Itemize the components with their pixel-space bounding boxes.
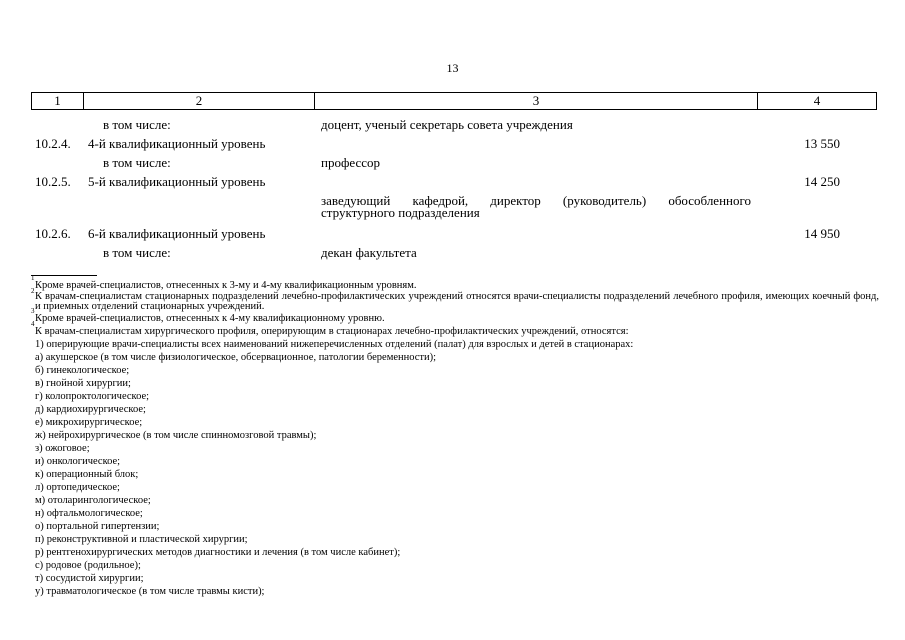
list-item: п) реконструктивной и пластической хирургии; <box>35 534 248 545</box>
footnote-separator <box>31 275 97 276</box>
list-item: к) операционный блок; <box>35 469 139 480</box>
list-item: о) портальной гипертензии; <box>35 521 160 532</box>
column-header-1: 1 <box>32 93 84 110</box>
table-header <box>31 92 877 110</box>
row-position: заведующий кафедрой, директор (руководитель) обособленного структурного подразделения <box>321 193 751 220</box>
list-item: з) ожоговое; <box>35 443 90 454</box>
list-item: р) рентгенохирургических методов диагностики и лечения (в том числе кабинет); <box>35 547 401 558</box>
footnotes <box>31 274 879 598</box>
footnote <box>31 287 879 312</box>
list-item: и) онкологическое; <box>35 456 121 467</box>
table-row <box>31 116 876 135</box>
list-item: у) травматологическое (в том числе травмы кисти); <box>35 586 265 597</box>
table-row <box>31 225 876 244</box>
list-item: а) акушерское (в том числе физиологическое, обсервационное, патологии беременности); <box>35 352 437 363</box>
list-item: е) микрохирургическое; <box>35 417 143 428</box>
row-salary: 13 550 <box>804 136 840 151</box>
table-row <box>31 154 876 173</box>
list-item: в) гнойной хирургии; <box>35 378 131 389</box>
footnote-mark: 2 <box>31 287 35 295</box>
row-name: в том числе: <box>103 117 171 132</box>
row-name: 6-й квалификационный уровень <box>88 226 266 241</box>
footnote-text: Кроме врачей-специалистов, отнесенных к 4-му квалификационному уровню. <box>35 313 385 324</box>
row-number: 10.2.6. <box>35 226 71 241</box>
row-name: 5-й квалификационный уровень <box>88 174 266 189</box>
row-name: 4-й квалификационный уровень <box>88 136 266 151</box>
row-position: декан факультета <box>321 245 417 260</box>
row-name: в том числе: <box>103 155 171 170</box>
page-number: 13 <box>446 61 459 75</box>
column-header-2: 2 <box>84 93 315 110</box>
list-item: ж) нейрохирургическое (в том числе спинномозговой травмы); <box>35 430 317 441</box>
list-item: н) офтальмологическое; <box>35 508 143 519</box>
footnote-mark: 4 <box>31 320 35 328</box>
list-item: м) отоларингологическое; <box>35 495 151 506</box>
table-row <box>31 192 876 225</box>
list-item: 1) оперирующие врачи-специалисты всех наименований нижеперечисленных отделений (палат) для взрослых и детей в стационарах: <box>35 339 634 350</box>
column-header-3: 3 <box>315 93 758 110</box>
footnote-mark: 1 <box>31 274 35 282</box>
row-number: 10.2.5. <box>35 174 71 189</box>
table-row <box>31 135 876 154</box>
list-item: с) родовое (родильное); <box>35 560 141 571</box>
footnote-mark: 3 <box>31 307 35 315</box>
row-position: доцент, ученый секретарь совета учреждения <box>321 117 573 132</box>
list-item: г) колопроктологическое; <box>35 391 150 402</box>
row-salary: 14 950 <box>804 226 840 241</box>
table-row <box>31 244 876 263</box>
table-row <box>31 173 876 192</box>
row-number: 10.2.4. <box>35 136 71 151</box>
row-position: профессор <box>321 155 381 170</box>
list-item: б) гинекологическое; <box>35 365 130 376</box>
row-salary: 14 250 <box>804 174 840 189</box>
footnote <box>31 320 879 338</box>
footnote <box>31 307 879 325</box>
footnote-text: К врачам-специалистам стационарных подразделений лечебно-профилактических учреждений относятся врачи-специалисты подразделений лечебного профиля, имеющих коечный фонд, и приемных отделений стационарных учреждений. <box>35 291 879 312</box>
table-body <box>31 116 876 263</box>
footnote-text: Кроме врачей-специалистов, отнесенных к 3-му и 4-му квалификационным уровням. <box>35 280 417 291</box>
column-header-4: 4 <box>758 93 877 110</box>
list-item: т) сосудистой хирургии; <box>35 573 144 584</box>
list-item: л) ортопедическое; <box>35 482 120 493</box>
list-item: д) кардиохирургическое; <box>35 404 146 415</box>
department-list <box>31 338 879 598</box>
row-name: в том числе: <box>103 245 171 260</box>
footnote-text: К врачам-специалистам хирургического профиля, оперирующим в стационарах лечебно-профилактических учреждений, относятся: <box>35 326 629 337</box>
